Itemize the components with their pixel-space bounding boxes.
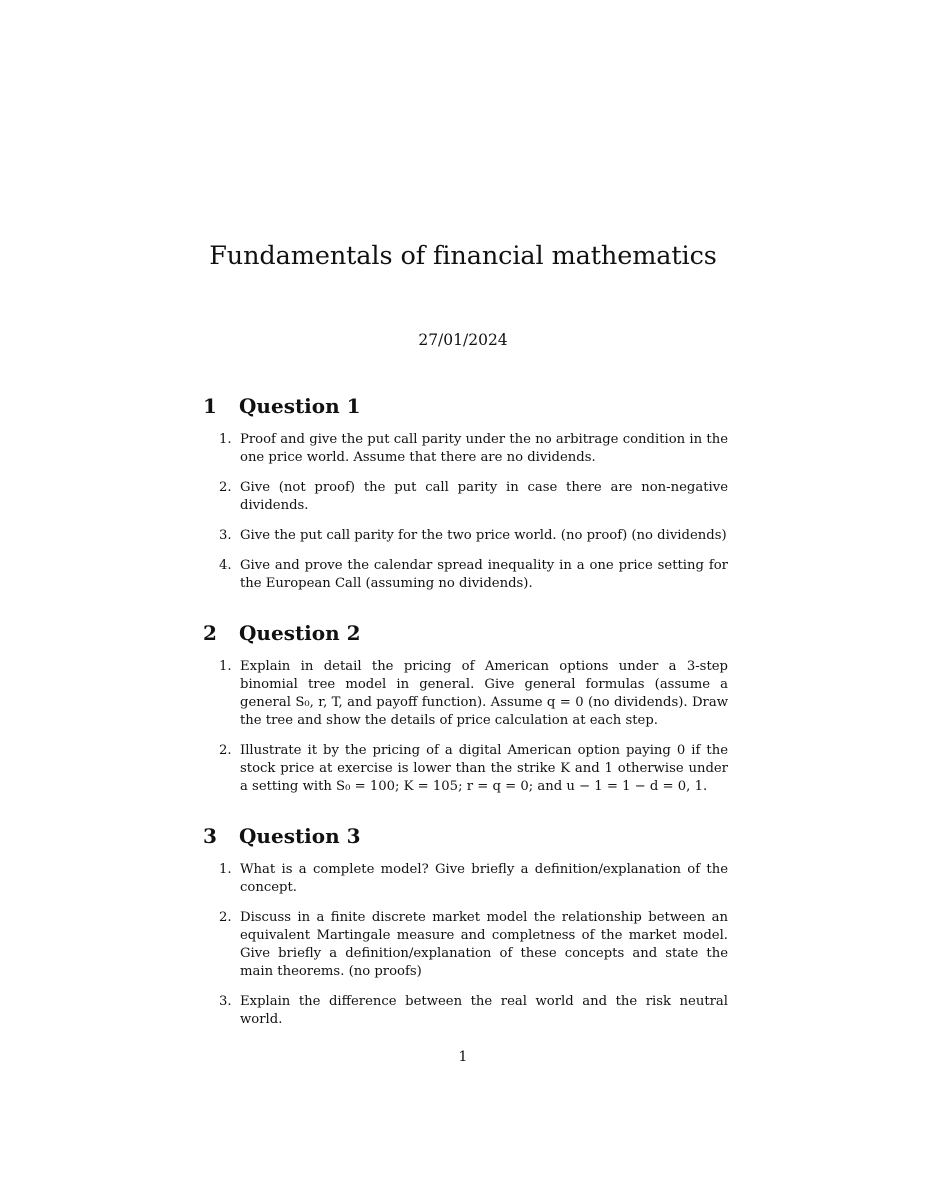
item-number: 2. [219, 480, 232, 495]
item-number: 1. [219, 862, 232, 877]
item-number: 4. [219, 558, 232, 573]
item-text: Explain in detail the pricing of American options under a 3-step binomial tree model in general. Give general formulas (assume a general S₀, r, T, and payoff function). Assume q = 0 (no dividends). Draw the tree and show the details of price calculation at each step. [240, 659, 728, 728]
item-text: What is a complete model? Give briefly a definition/explanation of the concept. [240, 862, 728, 895]
section-number: 3 [203, 824, 217, 848]
item-number: 1. [219, 659, 232, 674]
section-number: 2 [203, 621, 217, 645]
item-text: Give (not proof) the put call parity in case there are non-negative dividends. [240, 480, 728, 513]
document-date: 27/01/2024 [418, 331, 508, 349]
list-item [203, 909, 728, 981]
section-title: Question 2 [239, 621, 361, 645]
list-item [203, 431, 728, 467]
item-number: 2. [219, 743, 232, 758]
item-number: 3. [219, 994, 232, 1009]
list-item [203, 861, 728, 897]
list-item [203, 658, 728, 730]
item-text: Explain the difference between the real world and the risk neutral world. [240, 994, 728, 1027]
section-question-2 [203, 620, 728, 808]
section-question-3 [203, 823, 728, 1041]
question-list [203, 861, 728, 1029]
item-number: 2. [219, 910, 232, 925]
section-question-1 [203, 393, 728, 605]
section-heading [203, 620, 728, 646]
list-item [203, 527, 728, 545]
list-item [203, 557, 728, 593]
list-item [203, 742, 728, 796]
item-text: Give the put call parity for the two price world. (no proof) (no dividends) [240, 528, 727, 543]
section-title: Question 1 [239, 394, 361, 418]
list-item [203, 479, 728, 515]
document-title: Fundamentals of financial mathematics [209, 241, 717, 271]
item-text: Proof and give the put call parity under the no arbitrage condition in the one price world. Assume that there are no dividends. [240, 432, 728, 465]
item-text: Give and prove the calendar spread inequality in a one price setting for the European Call (assuming no dividends). [240, 558, 728, 591]
page-number: 1 [458, 1049, 468, 1065]
item-text: Discuss in a finite discrete market model the relationship between an equivalent Martingale measure and completness of the market model. Give briefly a definition/explanation of these concepts and state the main theorems. (no proofs) [240, 910, 728, 979]
question-list [203, 431, 728, 593]
question-list [203, 658, 728, 796]
section-heading [203, 823, 728, 849]
item-number: 1. [219, 432, 232, 447]
list-item [203, 993, 728, 1029]
section-title: Question 3 [239, 824, 361, 848]
section-heading [203, 393, 728, 419]
item-number: 3. [219, 528, 232, 543]
section-number: 1 [203, 394, 217, 418]
item-text: Illustrate it by the pricing of a digital American option paying 0 if the stock price at exercise is lower than the strike K and 1 otherwise under a setting with S₀ = 100; K = 105; r = q = 0; and u − 1 = 1 − d = 0, 1. [240, 743, 728, 794]
